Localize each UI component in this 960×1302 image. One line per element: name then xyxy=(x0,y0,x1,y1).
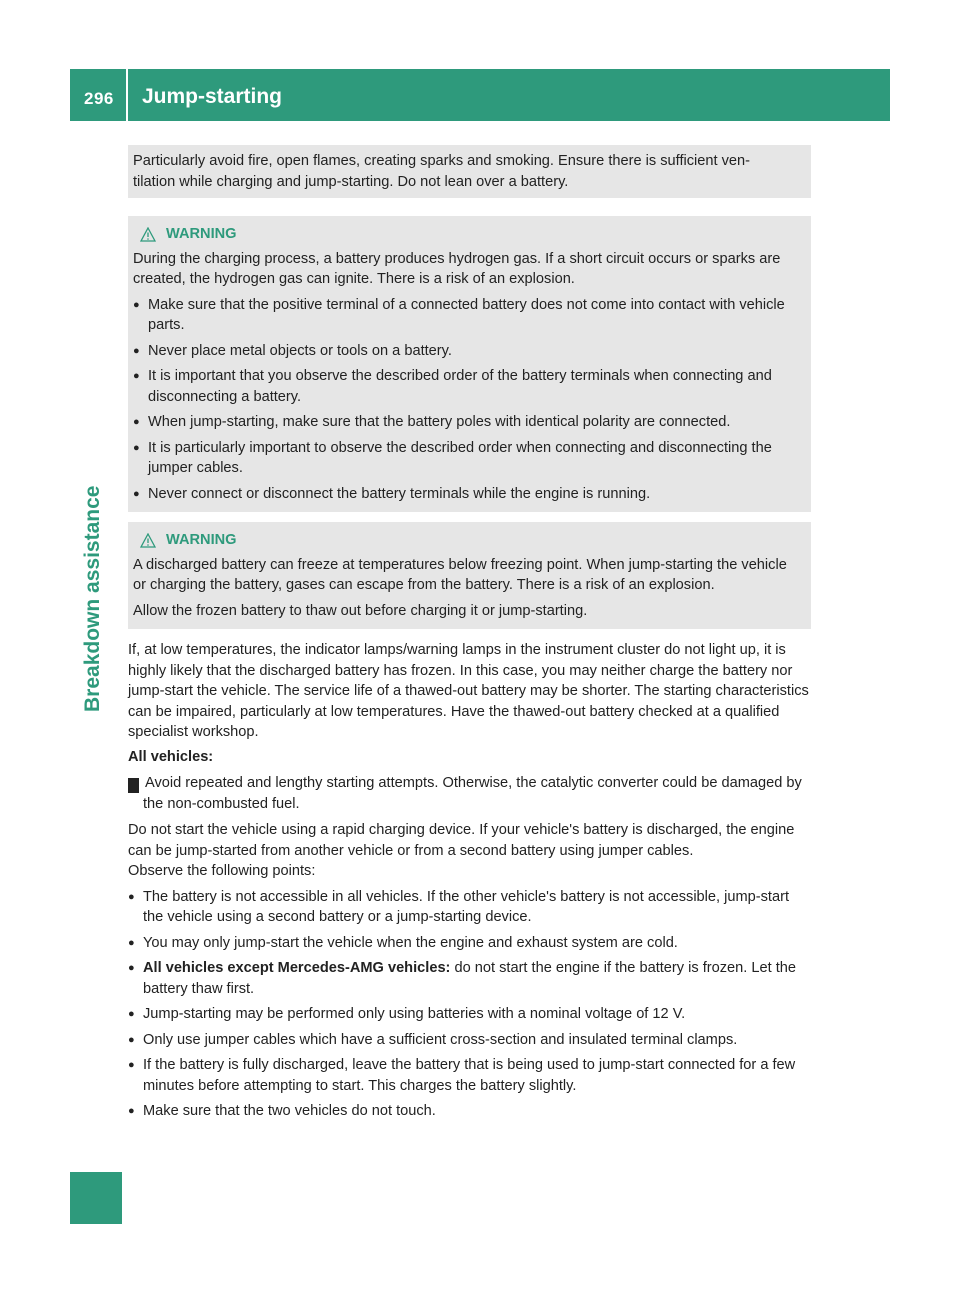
points-bullet-list xyxy=(128,887,813,1122)
list-item xyxy=(128,1101,813,1122)
list-item-text: Jump-starting may be performed only using batteries with a nominal voltage of 12 V. xyxy=(143,1006,686,1022)
list-item-text: do not start the engine if the battery is frozen. Let the battery thaw first. xyxy=(143,960,797,997)
list-item: ● It is important that you observe the described order of the battery terminals when connecting and disconnecting a battery. xyxy=(133,366,801,407)
paragraph-frozen: If, at low temperatures, the indicator lamps/warning lamps in the instrument cluster do not light up, it is highly likely that the discharged battery has frozen. In this case, you may neither charge the battery nor jump-start the vehicle. The service life of a thawed-out battery may be shorter. The starting characteristics can be impaired, particularly at low temperatures. Have the thawed-out battery checked at a qualified specialist workshop. xyxy=(128,642,809,740)
page-title: Jump-starting xyxy=(142,85,283,108)
warning-triangle-icon xyxy=(140,227,156,242)
intro-line-1: Particularly avoid fire, open flames, creating sparks and smoking. Ensure there is sufficient ven- xyxy=(133,153,751,169)
list-item xyxy=(128,1055,813,1096)
warning-text: During the charging process, a battery produces hydrogen gas. If a short circuit occurs or sparks are created, the hydrogen gas can ignite. There is a risk of an explosion. xyxy=(133,250,781,287)
list-item: ● It is particularly important to observe the described order when connecting and disconnecting the jumper cables. xyxy=(133,438,801,479)
page-header xyxy=(70,69,890,121)
list-item: ● Make sure that the positive terminal of a connected battery does not come into contact with vehicle parts. xyxy=(133,295,801,336)
page-number: 296 xyxy=(84,89,114,108)
list-item: ● When jump-starting, make sure that the battery poles with identical polarity are connected. xyxy=(133,412,801,433)
paragraph-rapid-charging: Do not start the vehicle using a rapid charging device. If your vehicle's battery is discharged, the engine can be jump-started from another vehicle or from a second battery using jumper cables. xyxy=(128,822,795,859)
warning-title xyxy=(133,224,801,245)
list-item-text: Only use jumper cables which have a sufficient cross-section and insulated terminal clamps. xyxy=(143,1031,738,1048)
list-item xyxy=(128,933,813,954)
list-item: ● Never connect or disconnect the battery terminals while the engine is running. xyxy=(133,484,801,505)
list-item-text: Make sure that the two vehicles do not touch. xyxy=(143,1103,436,1119)
heading-all-vehicles: All vehicles: xyxy=(128,748,214,765)
notice-paragraph xyxy=(124,773,813,814)
list-item xyxy=(128,1030,813,1051)
list-item-text: If the battery is fully discharged, leave the battery that is being used to jump-start connected for a few minutes before attempting to start. This charges the battery slightly. xyxy=(143,1057,796,1094)
notice-text: Avoid repeated and lengthy starting attempts. Otherwise, the catalytic converter could be damaged by the non-combusted fuel. xyxy=(143,775,802,812)
warning-title-text: WARNING xyxy=(166,532,237,548)
intro-note-box xyxy=(128,145,811,198)
list-item xyxy=(128,1004,813,1025)
list-item: ● Never place metal objects or tools on a battery. xyxy=(133,341,801,362)
warning-title-text: WARNING xyxy=(166,226,237,242)
main-body xyxy=(124,640,813,1122)
warning-box-hydrogen xyxy=(128,216,811,512)
warning-triangle-icon xyxy=(140,533,156,548)
warning-title xyxy=(133,530,801,551)
warning-text: A discharged battery can freeze at temperatures below freezing point. When jump-starting the vehicle or charging the battery, gases can escape from the battery. There is a risk of an explosion. xyxy=(133,556,787,593)
warning-bullet-list xyxy=(133,295,801,505)
section-tab-label: Breakdown assistance xyxy=(81,485,104,712)
list-item-bold: All vehicles except Mercedes-AMG vehicles: xyxy=(143,960,451,976)
list-item xyxy=(128,887,813,928)
warning-box-freeze xyxy=(128,522,811,629)
header-divider xyxy=(126,69,128,121)
list-item-text: You may only jump-start the vehicle when the engine and exhaust system are cold. xyxy=(143,934,678,951)
paragraph-observe: Observe the following points: xyxy=(128,863,316,879)
list-item-text: The battery is not accessible in all vehicles. If the other vehicle's battery is not accessible, jump-start the vehicle using a second battery or a jump-starting device. xyxy=(143,888,790,925)
exclamation-icon: ! xyxy=(128,778,139,793)
warning-text-2: Allow the frozen battery to thaw out before charging it or jump-starting. xyxy=(133,602,588,619)
intro-line-2: tilation while charging and jump-starting. Do not lean over a battery. xyxy=(133,173,569,190)
section-tab-block xyxy=(70,1172,122,1224)
list-item xyxy=(128,958,813,999)
